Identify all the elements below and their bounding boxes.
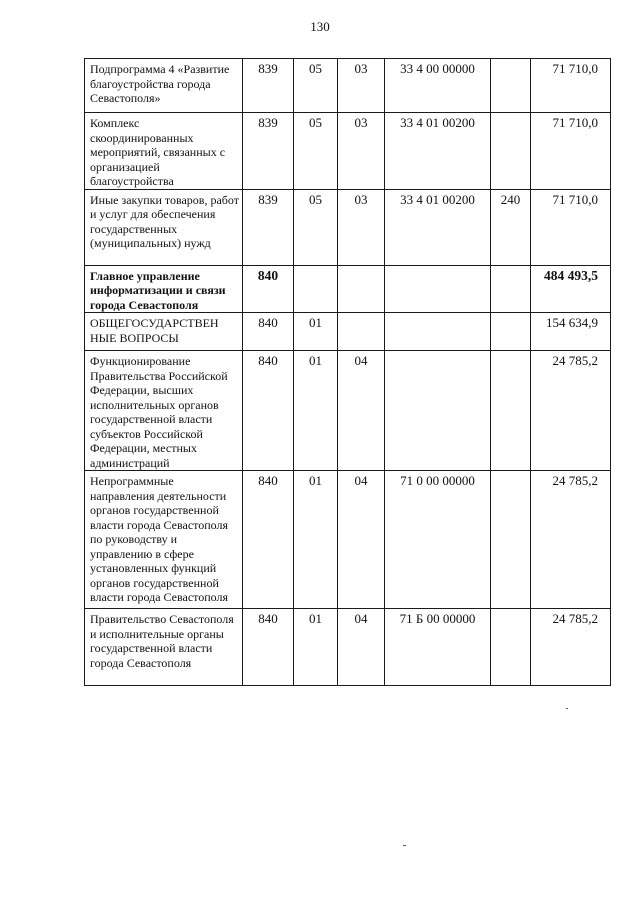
row-amount: 154 634,9 bbox=[531, 313, 611, 351]
row-amount: 24 785,2 bbox=[531, 471, 611, 609]
row-dept: 839 bbox=[243, 59, 294, 113]
row-section: 01 bbox=[294, 609, 338, 686]
row-target: 71 0 00 00000 bbox=[385, 471, 491, 609]
row-expense-type bbox=[491, 113, 531, 190]
row-target: 33 4 00 00000 bbox=[385, 59, 491, 113]
row-name: ОБЩЕГОСУДАРСТВЕН НЫЕ ВОПРОСЫ bbox=[85, 313, 243, 351]
row-dept: 840 bbox=[243, 313, 294, 351]
row-expense-type: 240 bbox=[491, 189, 531, 265]
row-subsection: 03 bbox=[338, 59, 385, 113]
row-target bbox=[385, 351, 491, 471]
table-row bbox=[85, 313, 611, 351]
row-dept: 839 bbox=[243, 189, 294, 265]
row-subsection: 03 bbox=[338, 189, 385, 265]
row-name: Правительство Севастополя и исполнительные органы государственной власти города Севастополя bbox=[85, 609, 243, 686]
table-row bbox=[85, 265, 611, 313]
row-amount: 71 710,0 bbox=[531, 113, 611, 190]
row-target: 71 Б 00 00000 bbox=[385, 609, 491, 686]
row-section bbox=[294, 265, 338, 313]
row-subsection: 04 bbox=[338, 351, 385, 471]
row-expense-type bbox=[491, 313, 531, 351]
table-row bbox=[85, 609, 611, 686]
row-target bbox=[385, 265, 491, 313]
row-target: 33 4 01 00200 bbox=[385, 189, 491, 265]
row-amount: 24 785,2 bbox=[531, 351, 611, 471]
row-expense-type bbox=[491, 471, 531, 609]
row-name: Непрограммные направления деятельности органов государственной власти города Севастополя по руководству и управлению в сфере установленных функций органов государственной власти города Севастополя bbox=[85, 471, 243, 609]
page-number: 130 bbox=[310, 19, 330, 34]
row-amount: 71 710,0 bbox=[531, 59, 611, 113]
row-name: Комплекс скоординированных мероприятий, связанных с организацией благоустройства bbox=[85, 113, 243, 190]
row-section: 05 bbox=[294, 189, 338, 265]
row-amount: 484 493,5 bbox=[531, 265, 611, 313]
row-name: Подпрограмма 4 «Развитие благоустройства города Севастополя» bbox=[85, 59, 243, 113]
row-subsection: 04 bbox=[338, 471, 385, 609]
row-dept: 839 bbox=[243, 113, 294, 190]
row-amount: 71 710,0 bbox=[531, 189, 611, 265]
scan-speck bbox=[403, 845, 406, 846]
row-amount: 24 785,2 bbox=[531, 609, 611, 686]
row-subsection bbox=[338, 265, 385, 313]
row-name: Функционирование Правительства Российской Федерации, высших исполнительных органов государственной власти субъектов Российской Федерации, местных администраций bbox=[85, 351, 243, 471]
row-expense-type bbox=[491, 351, 531, 471]
table-row bbox=[85, 471, 611, 609]
row-name: Иные закупки товаров, работ и услуг для обеспечения государственных (муниципальных) нужд bbox=[85, 189, 243, 265]
row-subsection: 03 bbox=[338, 113, 385, 190]
row-section: 01 bbox=[294, 471, 338, 609]
table-row bbox=[85, 113, 611, 190]
row-section: 01 bbox=[294, 313, 338, 351]
row-section: 01 bbox=[294, 351, 338, 471]
row-expense-type bbox=[491, 609, 531, 686]
row-expense-type bbox=[491, 265, 531, 313]
table-row bbox=[85, 59, 611, 113]
row-section: 05 bbox=[294, 113, 338, 190]
row-target bbox=[385, 313, 491, 351]
row-section: 05 bbox=[294, 59, 338, 113]
row-subsection: 04 bbox=[338, 609, 385, 686]
table-row bbox=[85, 189, 611, 265]
row-subsection bbox=[338, 313, 385, 351]
scan-speck bbox=[566, 708, 568, 709]
row-name: Главное управление информатизации и связи города Севастополя bbox=[85, 265, 243, 313]
table-row bbox=[85, 351, 611, 471]
row-target: 33 4 01 00200 bbox=[385, 113, 491, 190]
row-expense-type bbox=[491, 59, 531, 113]
budget-table bbox=[84, 58, 611, 686]
row-dept: 840 bbox=[243, 265, 294, 313]
row-dept: 840 bbox=[243, 609, 294, 686]
row-dept: 840 bbox=[243, 351, 294, 471]
row-dept: 840 bbox=[243, 471, 294, 609]
